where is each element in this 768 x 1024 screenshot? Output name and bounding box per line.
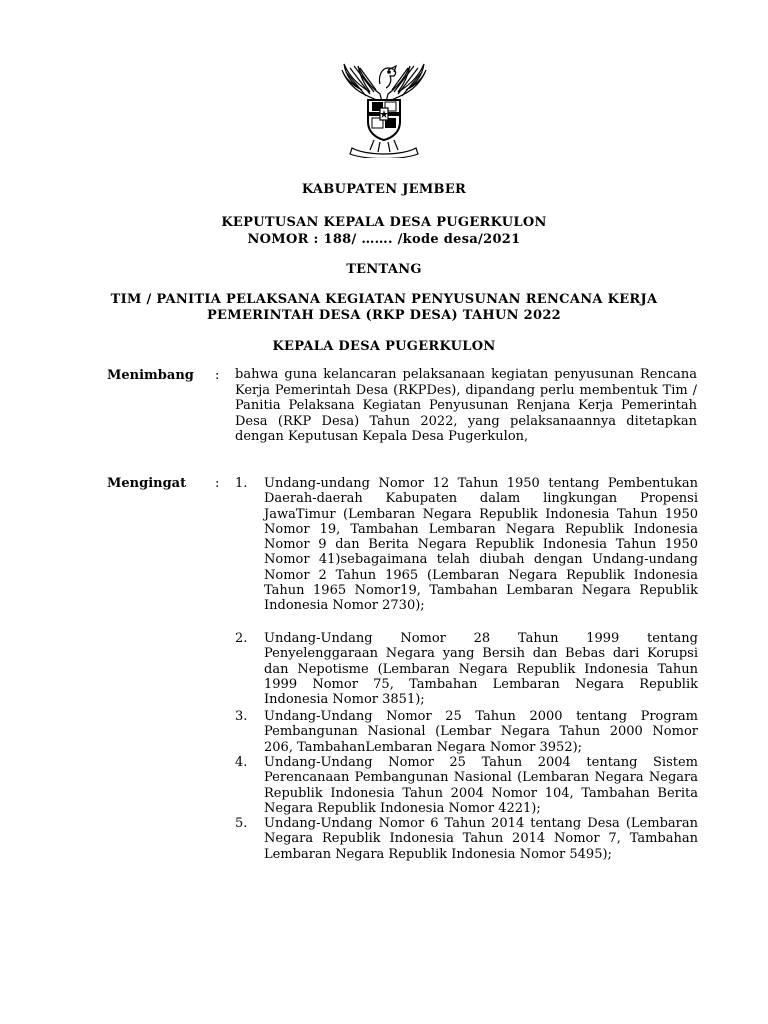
list-item-number: 1. [235, 476, 248, 491]
list-item: Undang-Undang Nomor 25 Tahun 2004 tentang Sistem Perencanaan Pembangunan Nasional (Lembaran Negara Negara Republik Indonesia Tahun 2004 Nomor 104, Tambahan Berita Negara Republik Indonesia Nomor 4221); [264, 755, 698, 816]
decree-title: KEPUTUSAN KEPALA DESA PUGERKULON [221, 215, 547, 230]
subject-line-2: PEMERINTAH DESA (RKP DESA) TAHUN 2022 [206, 308, 562, 323]
subject-line-1: TIM / PANITIA PELAKSANA KEGIATAN PENYUSUNAN RENCANA KERJA [110, 292, 658, 307]
considering-colon: : [215, 368, 220, 383]
recalling-colon: : [215, 476, 220, 491]
list-item: Undang-Undang Nomor 28 Tahun 1999 tentang Penyelenggaraan Negara yang Bersih dan Bebas dari Korupsi dan Nepotisme (Lembaran Negara Republik Indonesia Tahun 1999 Nomor 75, Tambahan Lembaran Negara Republik Indonesia Nomor 3851); [264, 631, 698, 708]
recalling-label: Mengingat [107, 476, 187, 491]
list-item: Undang-Undang Nomor 25 Tahun 2000 tentang Program Pembangunan Nasional (Lembar Negara Tahun 2000 Nomor 206, TambahanLembaran Negara Nomor 3952); [264, 709, 698, 755]
official-heading: KEPALA DESA PUGERKULON [272, 339, 496, 354]
list-item-number: 3. [235, 709, 248, 724]
list-item-number: 5. [235, 816, 248, 831]
about-heading: TENTANG [346, 262, 422, 277]
considering-text: bahwa guna kelancaran pelaksanaan kegiatan penyusunan Rencana Kerja Pemerintah Desa (RKPDes), dipandang perlu membentuk Tim / Panitia Pelaksana Kegiatan Penyusunan Renjana Kerja Pemerintah Desa (RKP Desa) Tahun 2022, yang pelaksanaannya ditetapkan dengan Keputusan Kepala Desa Pugerkulon, [235, 367, 697, 445]
garuda-emblem [336, 56, 432, 158]
list-item-number: 4. [235, 755, 248, 770]
considering-label: Menimbang [107, 368, 194, 383]
list-item: Undang-undang Nomor 12 Tahun 1950 tentang Pembentukan Daerah-daerah Kabupaten dalam lingkungan Propensi JawaTimur (Lembaran Negara Republik Indonesia Tahun 1950 Nomor 19, Tambahan Lembaran Negara Republik Indonesia Nomor 9 dan Berita Negara Republik Indonesia Tahun 1950 Nomor 41)sebagaimana telah diubah dengan Undang-undang Nomor 2 Tahun 1965 (Lembaran Negara Republik Indonesia Tahun 1965 Nomor19, Tambahan Lembaran Negara Republik Indonesia Nomor 2730); [264, 476, 698, 614]
list-item: Undang-Undang Nomor 6 Tahun 2014 tentang Desa (Lembaran Negara Republik Indonesia Tahun 2014 Nomor 7, Tambahan Lembaran Negara Republik Indonesia Nomor 5495); [264, 816, 698, 862]
region-title: KABUPATEN JEMBER [301, 182, 467, 197]
list-item-number: 2. [235, 631, 248, 646]
decree-number: NOMOR : 188/ ……. /kode desa/2021 [247, 232, 521, 247]
